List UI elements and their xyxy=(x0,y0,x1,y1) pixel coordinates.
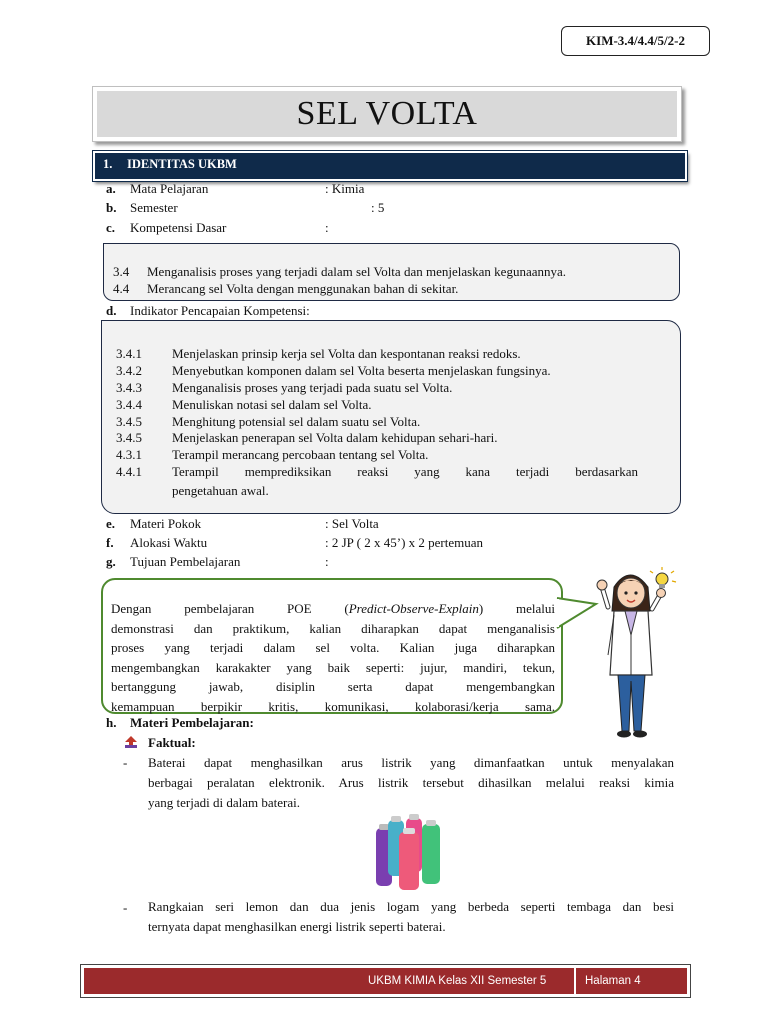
identity-row-tujuan: g. Tujuan Pembelajaran : xyxy=(106,554,329,569)
tujuan-speech-bubble xyxy=(101,578,563,714)
indikator-item-text: Terampil memprediksikan reaksi yang kana terjadi berdasarkan xyxy=(172,464,638,479)
indikator-heading: d. Indikator Pencapaian Kompetensi: xyxy=(106,303,310,318)
faktual-label: Faktual: xyxy=(148,735,196,750)
faktual-item-baterai: Baterai dapat menghasilkan arus listrik yang dimanfaatkan untuk menyalakan berbagai peralatan elektronik. Arus listrik tersebut dihasilkan melalui reaksi kimia yang terjadi di dalam baterai. xyxy=(148,755,674,810)
footer-page-number: Halaman 4 xyxy=(585,975,641,987)
indikator-item: 4.4.1 xyxy=(116,464,142,479)
indikator-item-continuation: pengetahuan awal. xyxy=(172,483,269,498)
indikator-item: 4.3.1 Terampil merancang percobaan tentang sel Volta. xyxy=(116,447,429,462)
batteries-illustration xyxy=(373,812,449,892)
tujuan-text: Dengan pembelajaran POE (Predict-Observe-Explain) melalui demonstrasi dan praktikum, kalian diharapkan dapat menganalisis proses yang terjadi dalam sel volta. Kalian juga diharapkan mengembangkan karakakter yang baik seperti: jujur, mandiri, tekun, bertanggung jawab, disiplin serta dapat mengembangkan kemampuan berpikir kritis, komunikasi, kolaborasi/kerja sama. xyxy=(111,601,555,714)
section-label: IDENTITAS UKBM xyxy=(127,157,237,171)
section-header-identitas xyxy=(93,151,687,181)
indikator-box xyxy=(101,320,681,514)
identity-row-mata-pelajaran: a. Mata Pelajaran : Kimia xyxy=(106,181,365,196)
identity-row-materi-pokok: e. Materi Pokok : Sel Volta xyxy=(106,516,379,531)
section-number: 1. xyxy=(103,157,113,171)
faktual-item-lemon: Rangkaian seri lemon dan dua jenis logam yang berbeda seperti tembaga dan besi ternyata dapat menghasilkan energi listrik seperti baterai. xyxy=(148,899,674,934)
title-banner xyxy=(92,86,682,142)
identity-row-semester: b. Semester : 5 xyxy=(106,200,385,215)
list-dash: - xyxy=(123,755,128,770)
scientist-girl-illustration xyxy=(594,565,684,745)
list-dash: - xyxy=(123,900,128,915)
lightbulb-icon xyxy=(650,567,676,588)
kd-item: 4.4 Merancang sel Volta dengan menggunakan bahan di sekitar. xyxy=(113,281,459,296)
indikator-item: 3.4.3 Menganalisis proses yang terjadi pada suatu sel Volta. xyxy=(116,380,453,395)
footer-course-label: UKBM KIMIA Kelas XII Semester 5 xyxy=(368,975,547,987)
materi-heading: h. Materi Pembelajaran: xyxy=(106,715,254,730)
document-code: KIM-3.4/4.4/5/2-2 xyxy=(561,26,710,56)
kompetensi-dasar-box xyxy=(103,243,680,301)
indikator-item: 3.4.5 Menjelaskan penerapan sel Volta dalam kehidupan sehari-hari. xyxy=(116,430,498,445)
bullet-arrow-icon xyxy=(125,736,137,748)
page-footer xyxy=(80,964,691,998)
identity-row-kompetensi-dasar: c. Kompetensi Dasar : xyxy=(106,220,329,235)
indikator-item: 3.4.1 Menjelaskan prinsip kerja sel Volta dan kespontanan reaksi redoks. xyxy=(116,346,521,361)
identity-row-alokasi-waktu: f. Alokasi Waktu : 2 JP ( 2 x 45’) x 2 pertemuan xyxy=(106,535,484,550)
indikator-item: 3.4.4 Menuliskan notasi sel dalam sel Volta. xyxy=(116,397,372,412)
kd-item: 3.4 Menganalisis proses yang terjadi dalam sel Volta dan menjelaskan kegunaannya. xyxy=(113,264,567,279)
indikator-item: 3.4.2 Menyebutkan komponen dalam sel Volta beserta menjelaskan fungsinya. xyxy=(116,363,551,378)
page-title: SEL VOLTA xyxy=(296,95,478,132)
indikator-item: 3.4.5 Menghitung potensial sel dalam suatu sel Volta. xyxy=(116,414,421,429)
